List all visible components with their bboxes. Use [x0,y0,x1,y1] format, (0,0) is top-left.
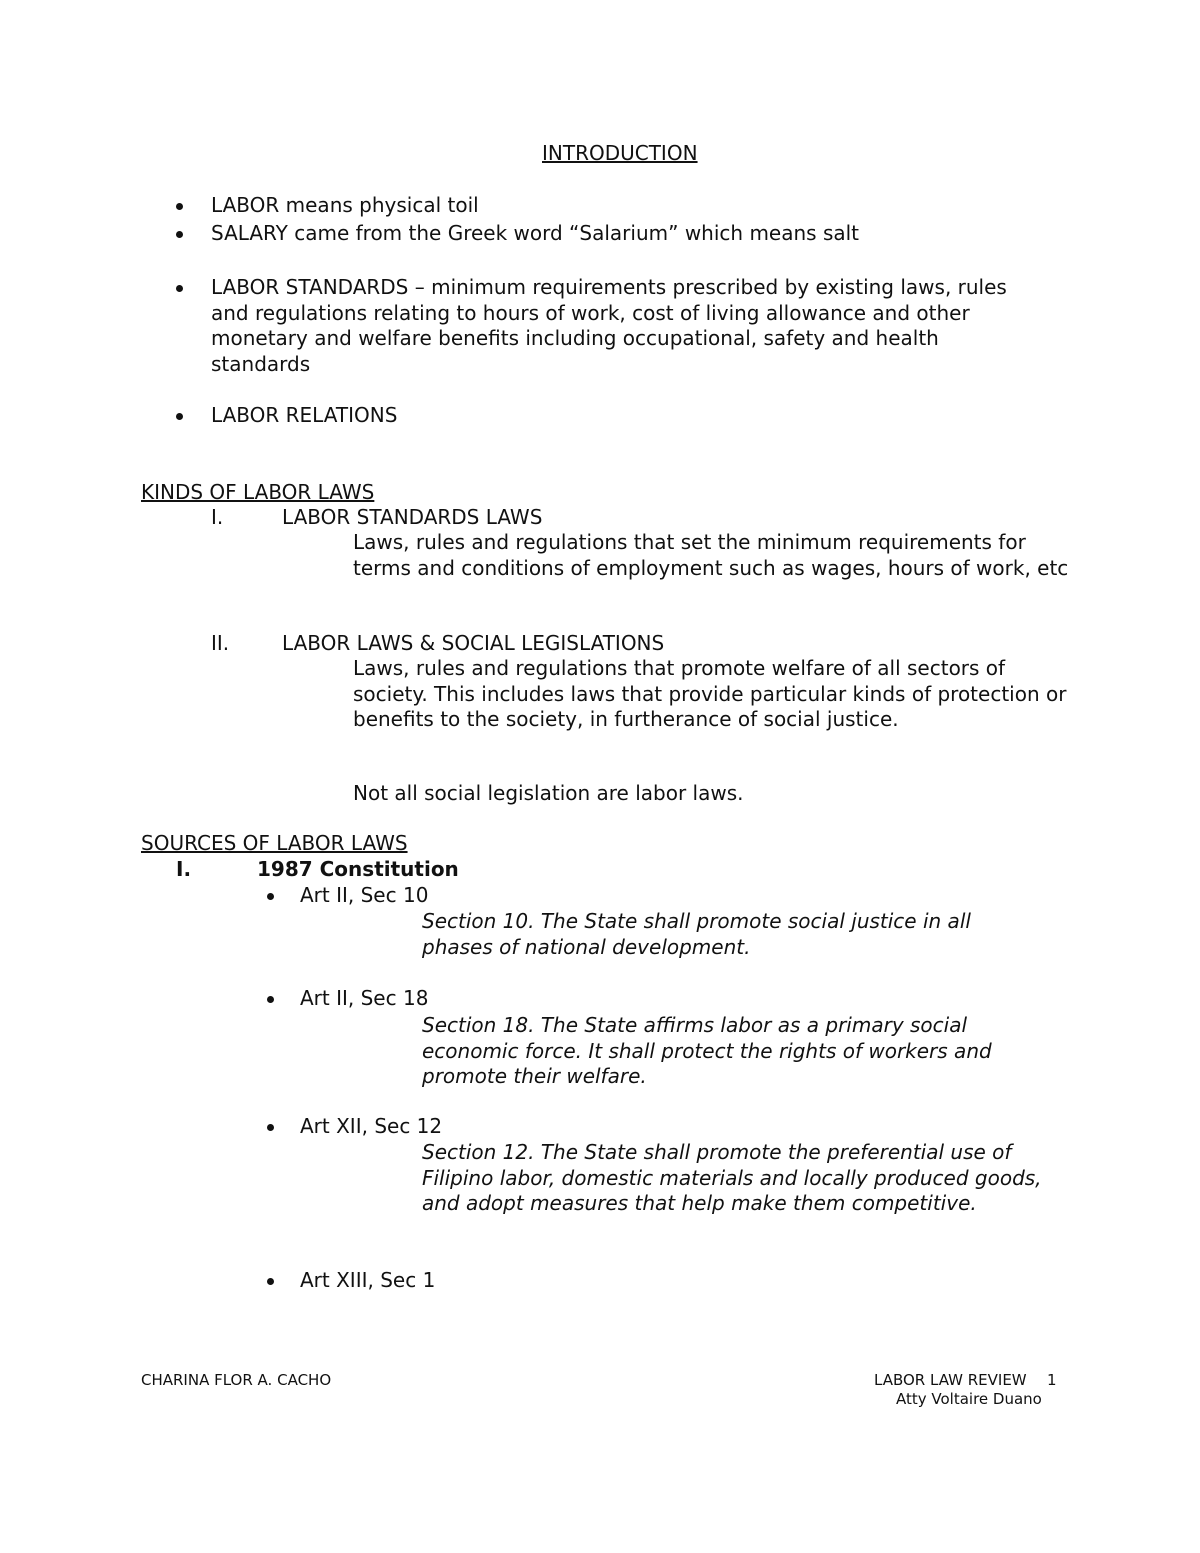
article-ref: Art XIII, Sec 1 [300,1268,436,1292]
kinds-numeral-2: II. [211,631,230,655]
list-item: LABOR STANDARDS – minimum requirements prescribed by existing laws, rules and regulations relating to hours of work, cost of living allowance and other monetary and welfare benefits including occupational, safety and health standards [211,275,1007,376]
sources-title: SOURCES OF LABOR LAWS [141,831,408,855]
article-text: Section 18. The State affirms labor as a primary social economic force. It shall protect the rights of workers and promote their welfare. [422,1013,992,1089]
sources-label: 1987 Constitution [257,857,459,881]
list-item: LABOR means physical toil [211,193,479,217]
article-ref: Art XII, Sec 12 [300,1114,443,1138]
footer-page-number: 1 [1047,1371,1057,1389]
kinds-title: KINDS OF LABOR LAWS [141,480,375,504]
bullet-icon [176,413,183,420]
kinds-desc-2: Laws, rules and regulations that promote welfare of all sectors of society. This includes laws that provide particular kinds of protection or benefits to the society, in furtherance of social justice. [353,656,1067,732]
kinds-desc-1: Laws, rules and regulations that set the minimum requirements for terms and conditions of employment such as wages, hours of work, etc [353,530,1069,580]
article-text: Section 12. The State shall promote the preferential use of Filipino labor, domestic materials and locally produced goods, and adopt measures that help make them competitive. [422,1140,1042,1216]
bullet-icon [267,893,274,900]
list-item: SALARY came from the Greek word “Salarium” which means salt [211,221,860,245]
list-item: LABOR RELATIONS [211,403,398,427]
kinds-note: Not all social legislation are labor laws. [353,781,744,805]
footer-author: CHARINA FLOR A. CACHO [141,1371,332,1389]
bullet-icon [267,1124,274,1131]
article-ref: Art II, Sec 18 [300,986,429,1010]
kinds-label-2: LABOR LAWS & SOCIAL LEGISLATIONS [282,631,665,655]
article-text: Section 10. The State shall promote social justice in all phases of national development. [422,909,971,959]
footer-course: LABOR LAW REVIEW [874,1371,1027,1389]
sources-numeral: I. [176,857,192,881]
intro-title: INTRODUCTION [542,141,698,165]
bullet-icon [176,203,183,210]
bullet-icon [176,285,183,292]
kinds-numeral-1: I. [211,505,224,529]
article-ref: Art II, Sec 10 [300,883,429,907]
bullet-icon [176,231,183,238]
bullet-icon [267,996,274,1003]
bullet-icon [267,1278,274,1285]
footer-instructor: Atty Voltaire Duano [896,1390,1042,1408]
kinds-label-1: LABOR STANDARDS LAWS [282,505,543,529]
